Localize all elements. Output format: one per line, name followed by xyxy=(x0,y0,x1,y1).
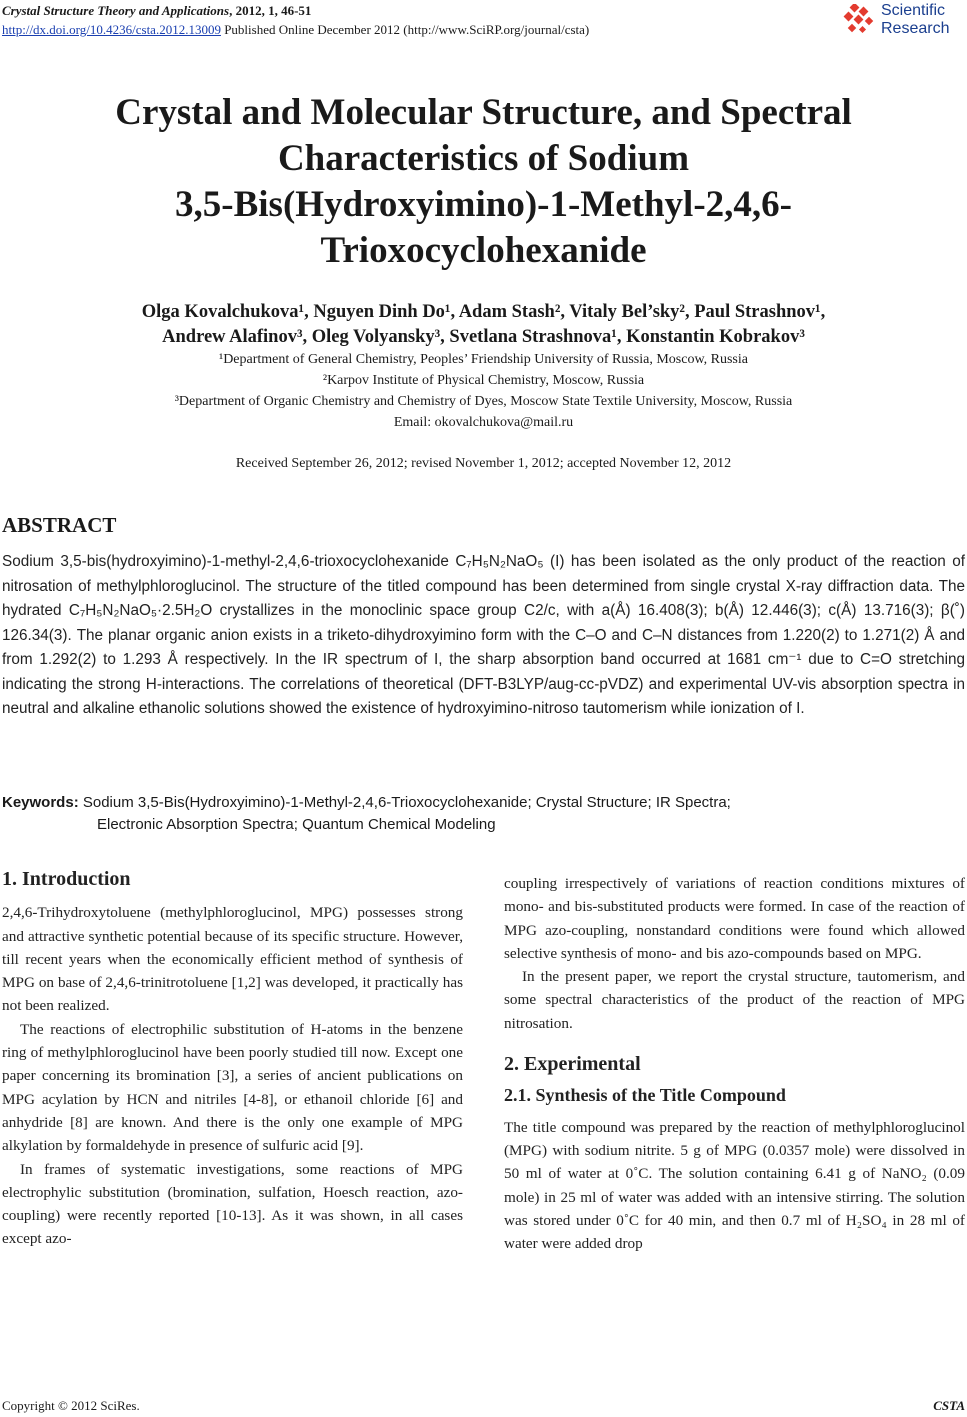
author-list xyxy=(20,300,947,350)
doi-link[interactable]: http://dx.doi.org/10.4236/csta.2012.13009 xyxy=(2,22,221,37)
journal-volume: , 2012, 1, 46-51 xyxy=(229,3,312,18)
affiliation: ³Department of Organic Chemistry and Chemistry of Dyes, Moscow State Textile University, Moscow, Russia xyxy=(174,394,793,409)
subsection-heading-synthesis: 2.1. Synthesis of the Title Compound xyxy=(504,1085,786,1106)
right-column xyxy=(504,872,965,1255)
title-line: Trioxocyclohexanide xyxy=(320,230,647,271)
body-paragraph: In the present paper, we report the crystal structure, tautomerism, and some spectral characteristics of the product of the reaction of MPG nitrosation. xyxy=(504,968,965,1032)
publisher-name xyxy=(881,2,949,38)
authors-line: Olga Kovalchukova¹, Nguyen Dinh Do¹, Adam Stash², Vitaly Bel’sky², Paul Strashnov¹, xyxy=(141,302,826,322)
keywords xyxy=(2,792,965,836)
publisher-line2: Research xyxy=(881,20,950,37)
title-line: Crystal and Molecular Structure, and Spectral xyxy=(115,92,852,133)
publisher-logo-icon xyxy=(841,4,877,38)
title-line: 3,5-Bis(Hydroxyimino)-1-Methyl-2,4,6- xyxy=(175,184,792,225)
section-heading-introduction: 1. Introduction xyxy=(2,868,131,890)
abstract-text: Sodium 3,5-bis(hydroxyimino)-1-methyl-2,4,6-trioxocyclohexanide C₇H₅N₂NaO₅ (I) has been isolated as the only product of the reaction of nitrosation of methylphloroglucinol. The structure of the titled compound has been determined from single crystal X-ray diffraction data. The hydrated C₇H₅N₂NaO₅·2.5H₂O crystallizes in the monoclinic space group C2/c, with a(Å) 16.408(3); b(Å) 12.446(3); c(Å) 13.716(3); β(˚) 126.34(3). The planar organic anion exists in a triketo-dihydroxyimino form with the C–O and C–N distances from 1.220(2) to 1.271(2) Å and from 1.292(2) to 1.293 Å respectively. In the IR spectrum of I, the sharp absorption band occurred at 1681 cm⁻¹ due to C=O stretching indicating the strong H-interactions. The correlations of theoretical (DFT-B3LYP/aug-cc-pVDZ) and experimental UV-vis absorption spectra in neutral and alkaline ethanolic solutions showed the existence of hydroxyimino-nitroso tautomerism while ionization of I. xyxy=(2,553,965,717)
affiliation: ²Karpov Institute of Physical Chemistry, Moscow, Russia xyxy=(322,373,645,388)
publisher-line1: Scientific xyxy=(881,2,946,19)
section-heading-experimental: 2. Experimental xyxy=(504,1053,641,1076)
synthesis-paragraph: The title compound was prepared by the reaction of methylphloroglucinol (MPG) with sodium nitrite. 5 g of MPG (0.0357 mole) were dissolved in 50 ml of water at 0˚C. The solution containing 6.41 g of NaNO₂ (0.09 mole) in 25 ml of water was added with an intensive stirring. The solution was stored under 0˚C for 40 min, and then 0.7 ml of H₂SO₄ in 28 ml of water were added drop xyxy=(504,1118,965,1253)
author-email: Email: okovalchukova@mail.ru xyxy=(393,415,574,430)
left-column xyxy=(2,868,463,1251)
keywords-line: Electronic Absorption Spectra; Quantum Chemical Modeling xyxy=(97,816,496,833)
doi-line xyxy=(2,22,589,38)
intro-paragraph: 2,4,6-Trihydroxytoluene (methylphloroglucinol, MPG) possesses strong and attractive synthetic potential because of its specific structure. However, till recent years when the economically efficient method of synthesis of MPG on base of 2,4,6-trinitrotoluene [1,2] was developed, it practically has not been realized. xyxy=(2,904,463,1015)
journal-abbreviation: CSTA xyxy=(933,1398,965,1413)
keywords-line: Sodium 3,5-Bis(Hydroxyimino)-1-Methyl-2,4,6-Trioxocyclohexanide; Crystal Structure; IR Spectra; xyxy=(78,794,731,811)
affiliation: ¹Department of General Chemistry, Peoples’ Friendship University of Russia, Moscow, Russia xyxy=(219,352,748,367)
publisher-logo xyxy=(841,2,965,42)
received-dates: Received September 26, 2012; revised November 1, 2012; accepted November 12, 2012 xyxy=(235,456,732,471)
body-paragraph: coupling irrespectively of variations of reaction conditions mixtures of mono- and bis-substituted products were formed. In case of the reaction of MPG azo-coupling, nonstandard conditions were found which allowed selective synthesis of mono- and bis azo-compounds based on MPG. xyxy=(504,875,965,962)
intro-paragraph: The reactions of electrophilic substitution of H-atoms in the benzene ring of methylphloroglucinol have been poorly studied till now. Except one paper concerning its bromination [3], a series of ancient publications on MPG acylation by HCN and nitriles [4-8], or ethanoil chloride [6] and anhydride [8] are known. And there is the only one example of MPG alkylation by formaldehyde in presence of sulfuric acid [9]. xyxy=(2,1020,463,1155)
intro-paragraph: In frames of systematic investigations, some reactions of MPG electrophylic substitution (bromination, sulfation, Hoesch reaction, azo-coupling) were recently reported [10-13]. As it was shown, in all cases except azo- xyxy=(2,1160,463,1248)
copyright: Copyright © 2012 SciRes. xyxy=(2,1398,140,1413)
authors-line: Andrew Alafinov³, Oleg Volyansky³, Svetlana Strashnova¹, Konstantin Kobrakov³ xyxy=(162,327,805,347)
abstract-heading: ABSTRACT xyxy=(2,513,117,537)
published-online: Published Online December 2012 (http://www.SciRP.org/journal/csta) xyxy=(220,22,590,37)
title-line: Characteristics of Sodium xyxy=(277,138,690,179)
journal-header xyxy=(2,3,311,19)
keywords-label: Keywords: xyxy=(2,794,79,811)
paper-title xyxy=(60,90,907,274)
journal-name: Crystal Structure Theory and Applications xyxy=(2,3,230,18)
